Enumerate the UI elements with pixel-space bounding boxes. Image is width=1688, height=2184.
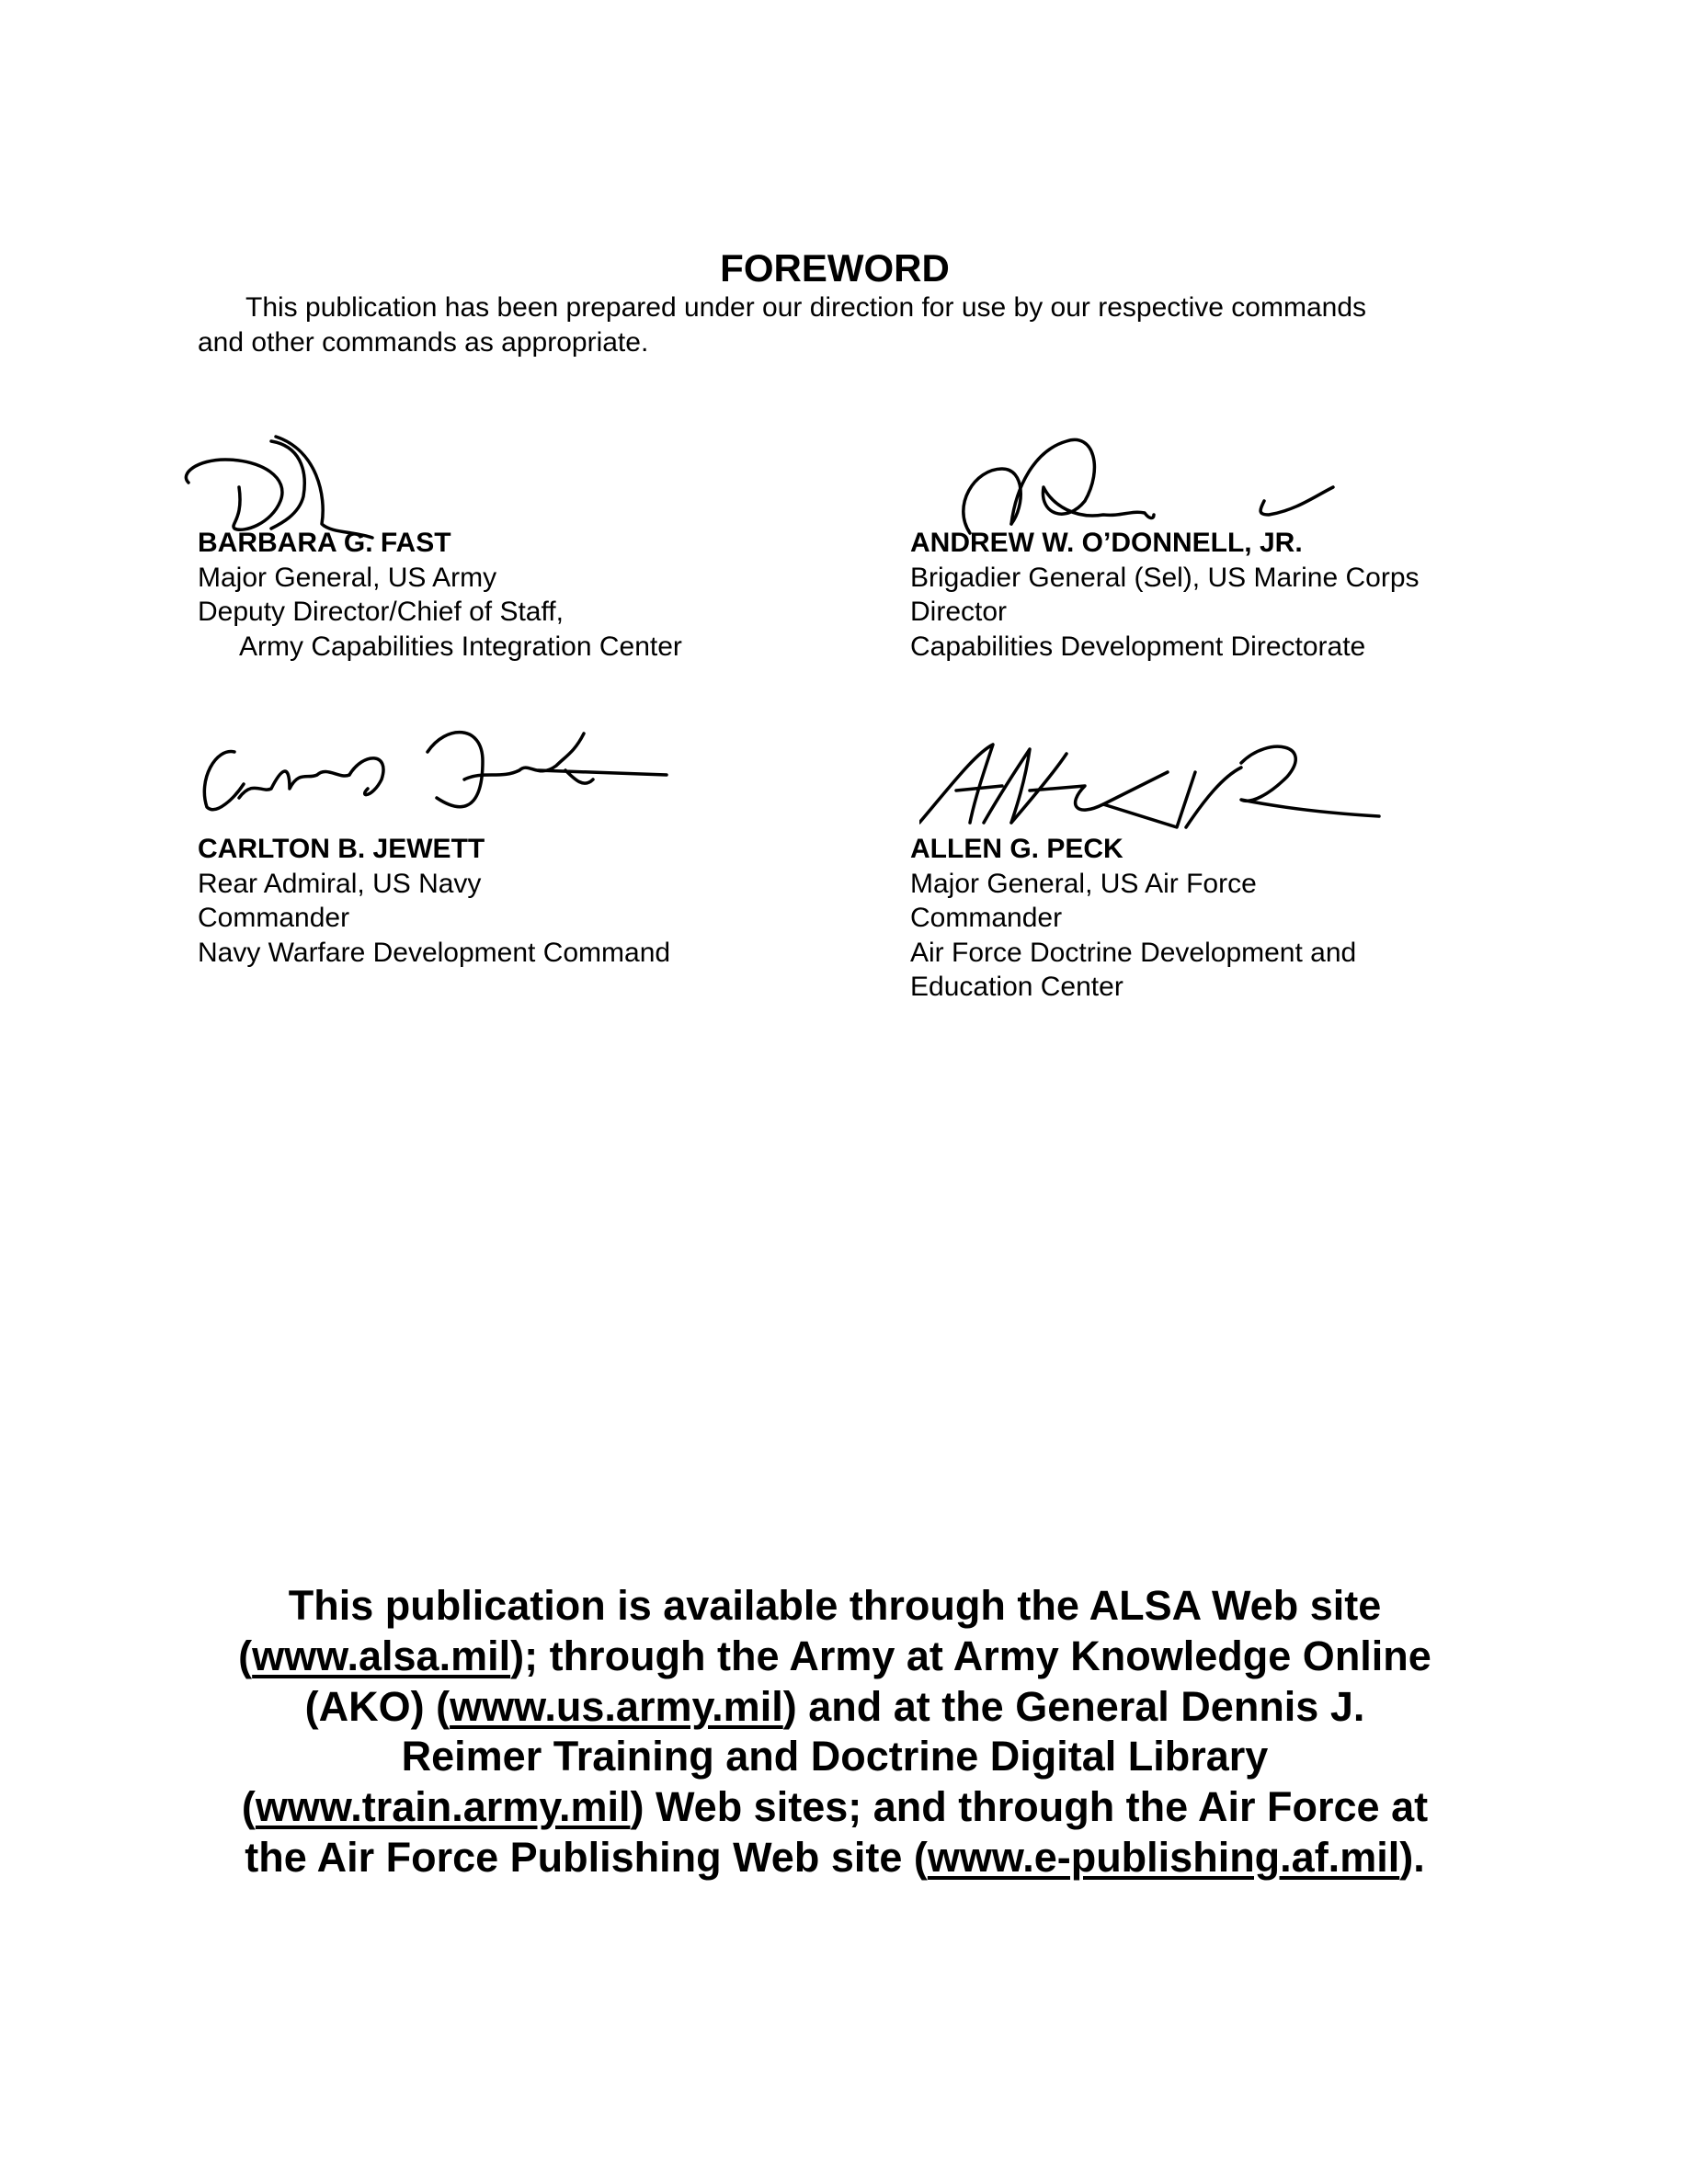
signatory-name: ALLEN G. PECK: [910, 834, 1123, 864]
availability-line-2: [0, 1632, 1670, 1682]
availability-notice: [0, 1581, 1670, 1883]
signatory-rank: Major General, US Army: [198, 562, 497, 593]
page-title: FOREWORD: [720, 246, 950, 290]
text: the Air Force Publishing Web site (: [245, 1833, 928, 1881]
signatory-title: Commander: [198, 903, 350, 933]
signatory-title: Commander: [910, 903, 1063, 933]
signatory-name: CARLTON B. JEWETT: [198, 834, 485, 864]
text: (: [241, 1783, 256, 1831]
signatory-organization-cont: Education Center: [910, 972, 1123, 1002]
signatory-organization: Navy Warfare Development Command: [198, 937, 671, 968]
signatory-rank: Brigadier General (Sel), US Marine Corps: [910, 562, 1420, 593]
text: (AKO) (: [304, 1682, 451, 1730]
signatory-name: BARBARA G. FAST: [198, 528, 451, 558]
signatory-rank: Major General, US Air Force: [910, 868, 1257, 899]
link-alsa[interactable]: www.alsa.mil: [252, 1632, 511, 1679]
signatory-organization: Air Force Doctrine Development and: [910, 937, 1357, 968]
signature-block-peck: [910, 832, 1356, 1005]
link-train-army[interactable]: www.train.army.mil: [255, 1783, 631, 1831]
foreword-intro: [198, 290, 1485, 360]
availability-line-6: [0, 1833, 1670, 1883]
text: (: [238, 1632, 253, 1679]
signatory-organization: Capabilities Development Directorate: [910, 631, 1366, 662]
availability-line-3: [0, 1682, 1670, 1733]
signature-jewett: [188, 715, 676, 835]
signatory-organization: Army Capabilities Integration Center: [239, 631, 682, 662]
signature-block-odonnell: [910, 526, 1420, 664]
text: ) and at the General Dennis J.: [782, 1682, 1365, 1730]
availability-line-5: [0, 1782, 1670, 1833]
text: ).: [1399, 1833, 1425, 1881]
link-us-army[interactable]: www.us.army.mil: [450, 1682, 783, 1730]
intro-line-1: This publication has been prepared under our direction for use by our respective commands: [245, 292, 1367, 323]
signatory-name: ANDREW W. O’DONNELL, JR.: [910, 528, 1303, 558]
signatory-title: Director: [910, 597, 1008, 627]
intro-line-2: and other commands as appropriate.: [198, 327, 649, 358]
availability-line-1: This publication is available through the ALSA Web site: [288, 1582, 1382, 1629]
signatory-rank: Rear Admiral, US Navy: [198, 868, 482, 899]
link-e-publishing[interactable]: www.e-publishing.af.mil: [927, 1833, 1400, 1881]
availability-line-4: Reimer Training and Doctrine Digital Library: [401, 1733, 1269, 1780]
signature-block-jewett: [198, 832, 670, 970]
text: ) Web sites; and through the Air Force at: [630, 1783, 1429, 1831]
signature-peck: [919, 735, 1397, 836]
text: ); through the Army at Army Knowledge Online: [510, 1632, 1431, 1679]
signature-block-fast: [198, 526, 682, 664]
signatory-title: Deputy Director/Chief of Staff,: [198, 597, 564, 627]
